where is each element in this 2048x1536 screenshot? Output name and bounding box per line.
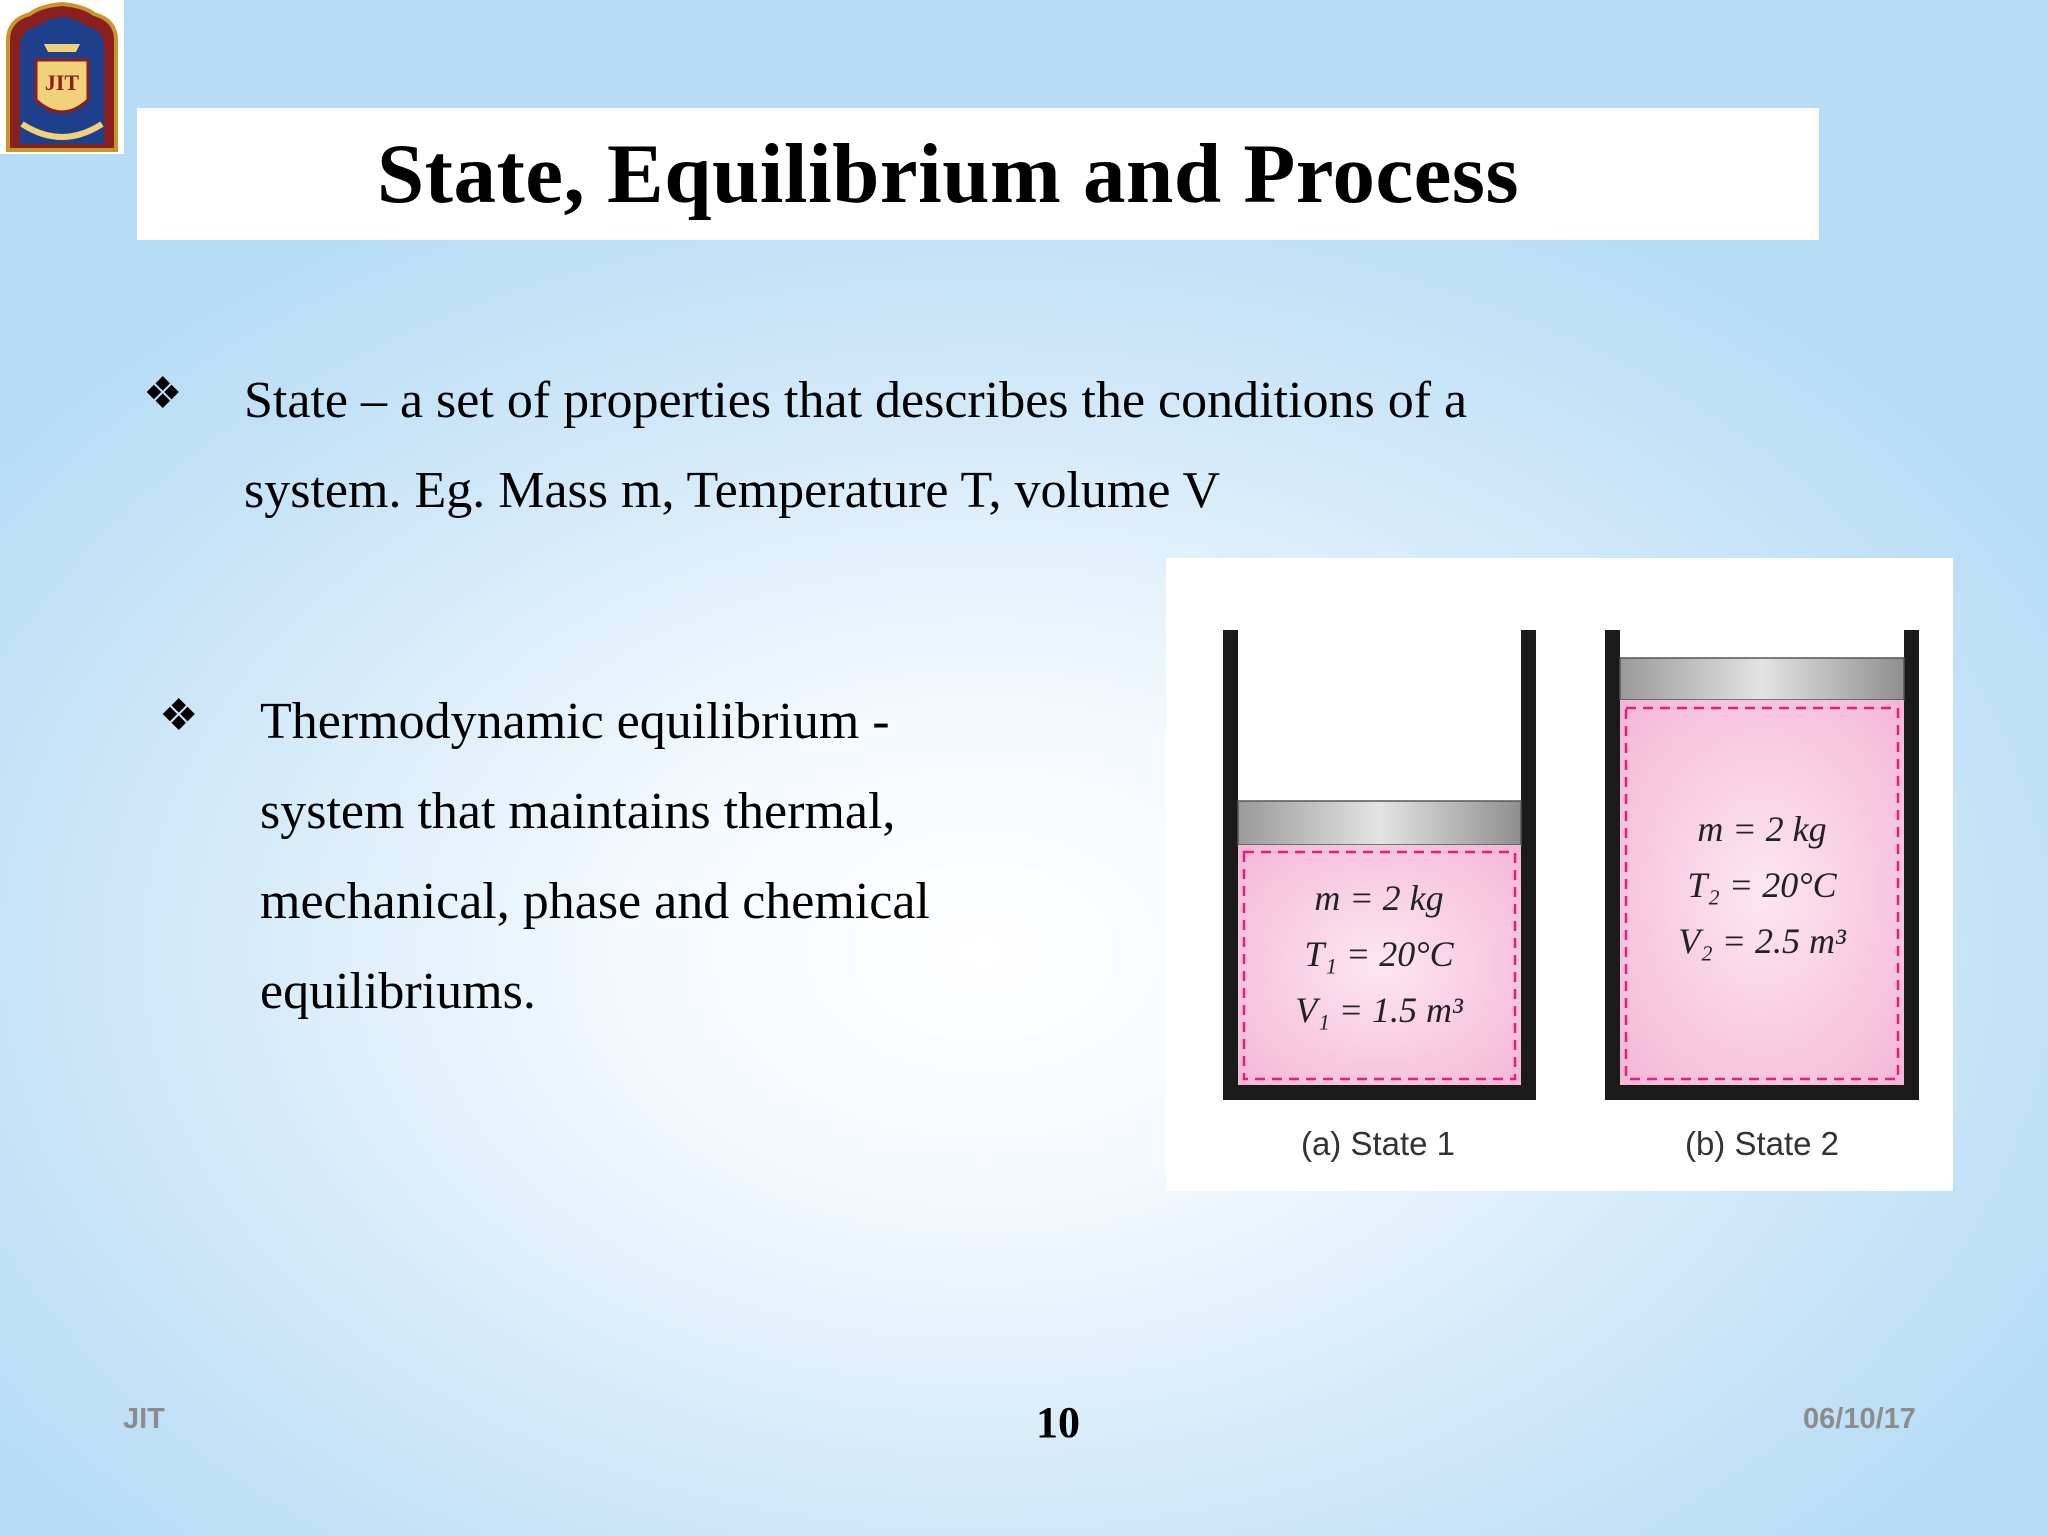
diamond-cluster-icon: ❖ <box>159 691 199 740</box>
piston-state-1 <box>1238 801 1521 845</box>
bullet-line: system that maintains thermal, <box>260 783 896 840</box>
title-banner <box>137 108 1819 240</box>
page-number: 10 <box>1036 1398 1080 1447</box>
bullet-line: system. Eg. Mass m, Temperature T, volume V <box>244 462 1221 519</box>
bullet-line: State – a set of properties that describes the conditions of a <box>244 372 1468 429</box>
bullet-equilibrium <box>260 677 1140 1037</box>
piston-state-2 <box>1620 658 1904 700</box>
cylinder-state-2 <box>1605 630 1919 1162</box>
state2-mass: m = 2 kg <box>1697 809 1827 849</box>
state2-caption: (b) State 2 <box>1684 1125 1840 1162</box>
state1-caption: (a) State 1 <box>1300 1125 1456 1162</box>
state1-volume: V₁ = 1.5 m³ <box>1295 990 1463 1030</box>
state1-mass: m = 2 kg <box>1314 878 1444 918</box>
bullet-line: mechanical, phase and chemical <box>260 873 930 930</box>
bullet-line: Thermodynamic equilibrium - <box>260 693 890 750</box>
footer-org: JIT <box>123 1403 165 1435</box>
state1-temperature: T₁ = 20°C <box>1304 934 1454 974</box>
logo-text: JIT <box>44 70 80 95</box>
college-logo <box>0 0 124 154</box>
piston-cylinder-figure <box>1166 558 1953 1191</box>
state2-temperature: T₂ = 20°C <box>1687 865 1837 905</box>
diamond-cluster-icon: ❖ <box>143 369 183 418</box>
bullet-line: equilibriums. <box>260 963 536 1020</box>
cylinder-state-1 <box>1223 630 1536 1162</box>
footer-date: 06/10/17 <box>1803 1403 1916 1435</box>
state2-volume: V₂ = 2.5 m³ <box>1678 921 1846 961</box>
bullet-state <box>244 356 1794 536</box>
page-title: State, Equilibrium and Process <box>376 127 1520 221</box>
